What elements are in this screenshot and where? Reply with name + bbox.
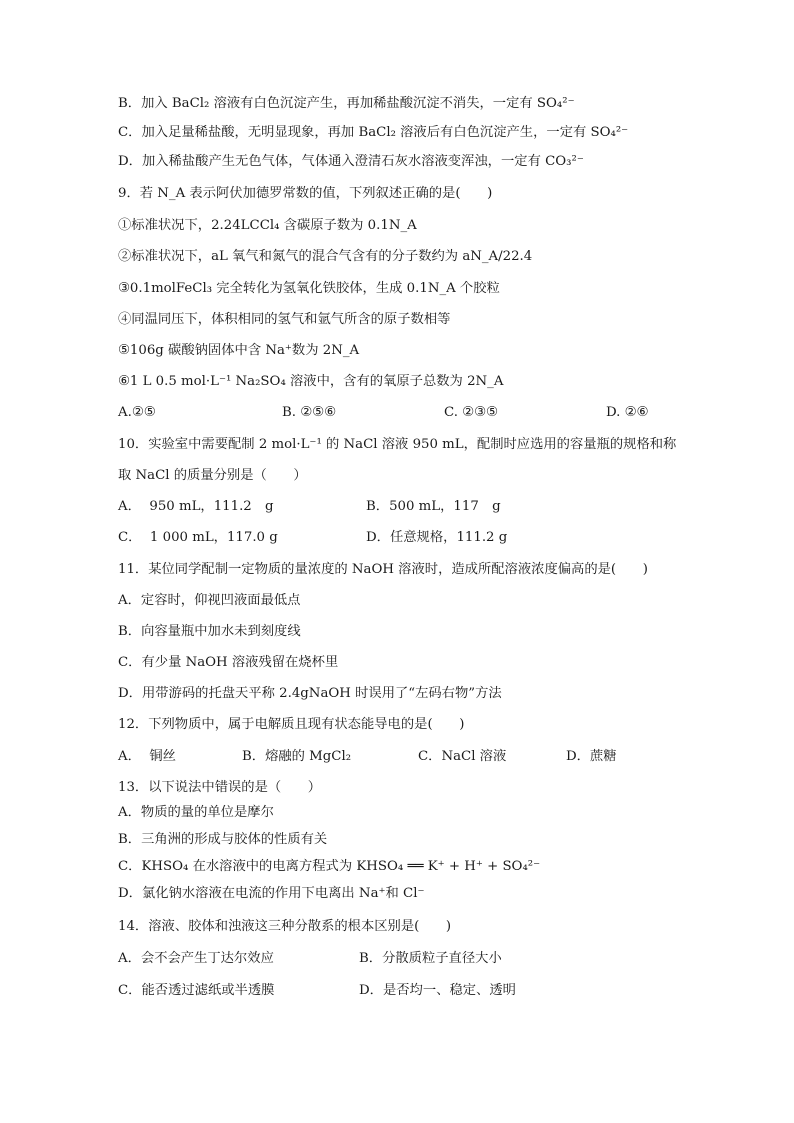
question-13: 13．以下说法中错误的是（ ） xyxy=(118,780,322,795)
q10-option-d: D．任意规格，111.2 g xyxy=(366,530,508,545)
q9-option-d: D. ②⑥ xyxy=(606,405,649,420)
question-10-line-1: 10．实验室中需要配制 2 mol·L⁻¹ 的 NaCl 溶液 950 mL，配制时应选用的容量瓶的规格和称 xyxy=(118,437,677,452)
statement-2: ②标准状况下，aL 氧气和氮气的混合气含有的分子数约为 aN_A/22.4 xyxy=(118,249,533,264)
option-b: B．加入 BaCl₂ 溶液有白色沉淀产生，再加稀盐酸沉淀不消失，一定有 SO₄²⁻ xyxy=(118,96,575,111)
q14-option-a: A．会不会产生丁达尔效应 xyxy=(118,951,274,966)
statement-4: ④同温同压下，体积相同的氢气和氩气所含的原子数相等 xyxy=(118,312,451,327)
q13-option-c: C．KHSO₄ 在水溶液中的电离方程式为 KHSO₄ ══ K⁺ + H⁺ + SO₄²⁻ xyxy=(118,859,541,874)
q11-option-a: A．定容时，仰视凹液面最低点 xyxy=(118,593,301,608)
q9-option-a: A.②⑤ xyxy=(118,405,156,420)
question-12: 12．下列物质中，属于电解质且现有状态能导电的是( ) xyxy=(118,717,465,732)
q11-option-d: D．用带游码的托盘天平称 2.4gNaOH 时误用了“左码右物”方法 xyxy=(118,686,502,701)
question-9: 9．若 N_A 表示阿伏加德罗常数的值，下列叙述正确的是( ) xyxy=(118,186,493,201)
statement-1: ①标准状况下，2.24LCCl₄ 含碳原子数为 0.1N_A xyxy=(118,218,417,233)
q14-option-d: D．是否均一、稳定、透明 xyxy=(359,983,516,998)
statement-5: ⑤106g 碳酸钠固体中含 Na⁺数为 2N_A xyxy=(118,343,360,358)
q12-option-c: C．NaCl 溶液 xyxy=(418,749,507,764)
q12-option-a: A． 铜丝 xyxy=(118,749,176,764)
q13-option-d: D．氯化钠水溶液在电流的作用下电离出 Na⁺和 Cl⁻ xyxy=(118,886,425,901)
option-d: D．加入稀盐酸产生无色气体，气体通入澄清石灰水溶液变浑浊，一定有 CO₃²⁻ xyxy=(118,154,584,169)
q11-option-b: B．向容量瓶中加水未到刻度线 xyxy=(118,624,301,639)
q13-option-b: B．三角洲的形成与胶体的性质有关 xyxy=(118,832,328,847)
q14-option-b: B．分散质粒子直径大小 xyxy=(359,951,502,966)
q10-option-b: B．500 mL，117 g xyxy=(366,499,501,514)
q14-option-c: C．能否透过滤纸或半透膜 xyxy=(118,983,275,998)
q9-option-c: C. ②③⑤ xyxy=(444,405,498,420)
q10-option-a: A． 950 mL，111.2 g xyxy=(118,499,274,514)
question-14: 14．溶液、胶体和浊液这三种分散系的根本区别是( ) xyxy=(118,919,452,934)
q9-option-b: B. ②⑤⑥ xyxy=(282,405,336,420)
q10-option-c: C． 1 000 mL，117.0 g xyxy=(118,530,278,545)
statement-3: ③0.1molFeCl₃ 完全转化为氢氧化铁胶体，生成 0.1N_A 个胶粒 xyxy=(118,281,500,296)
statement-6: ⑥1 L 0.5 mol·L⁻¹ Na₂SO₄ 溶液中，含有的氧原子总数为 2N_A xyxy=(118,374,504,389)
q13-option-a: A．物质的量的单位是摩尔 xyxy=(118,805,274,820)
q12-option-b: B．熔融的 MgCl₂ xyxy=(242,749,352,764)
question-11: 11．某位同学配制一定物质的量浓度的 NaOH 溶液时，造成所配溶液浓度偏高的是( ) xyxy=(118,562,648,577)
option-c: C．加入足量稀盐酸，无明显现象，再加 BaCl₂ 溶液后有白色沉淀产生，一定有 SO₄²⁻ xyxy=(118,125,629,140)
question-10-line-2: 取 NaCl 的质量分别是（ ） xyxy=(118,468,307,483)
q11-option-c: C．有少量 NaOH 溶液残留在烧杯里 xyxy=(118,655,339,670)
q12-option-d: D．蔗糖 xyxy=(566,749,617,764)
